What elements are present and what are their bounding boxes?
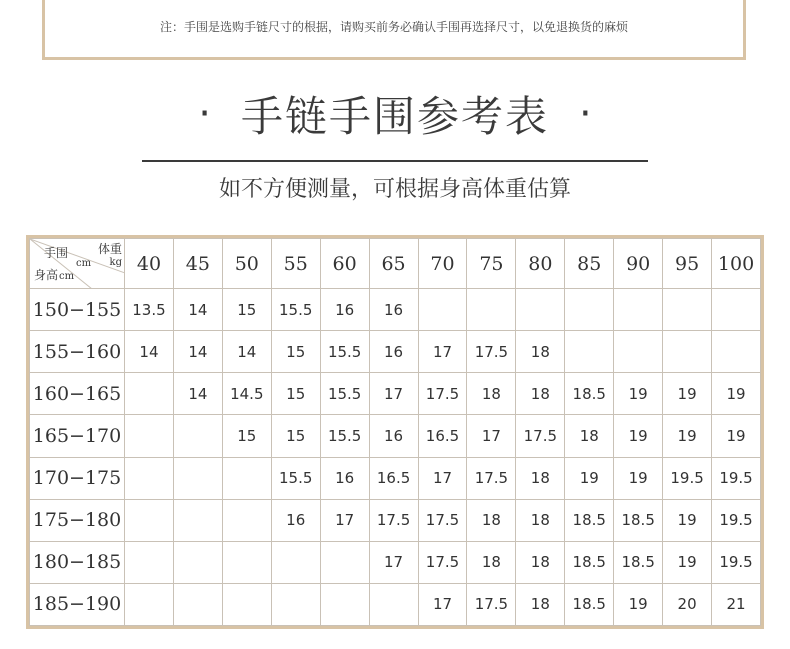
wrist-size-cell: 15.5	[271, 289, 320, 331]
title-dot-left: ·	[198, 91, 211, 137]
wrist-size-cell: 16	[369, 415, 418, 457]
wrist-size-cell	[125, 583, 174, 625]
wrist-size-cell: 16	[320, 289, 369, 331]
corner-wrist-label: 手围	[44, 246, 69, 260]
wrist-size-cell	[663, 289, 712, 331]
wrist-size-cell: 16	[320, 457, 369, 499]
wrist-size-cell	[222, 541, 271, 583]
wrist-size-cell	[565, 331, 614, 373]
weight-header-cell: 70	[418, 239, 467, 289]
wrist-size-cell	[222, 457, 271, 499]
wrist-size-cell	[320, 583, 369, 625]
wrist-size-cell	[125, 373, 174, 415]
table-row	[30, 457, 761, 499]
wrist-size-cell: 19.5	[712, 541, 761, 583]
wrist-size-cell	[173, 541, 222, 583]
wrist-size-cell	[271, 541, 320, 583]
wrist-size-cell: 15	[222, 289, 271, 331]
wrist-size-cell	[614, 289, 663, 331]
corner-wrist-unit: cm	[76, 258, 92, 269]
page-subtitle: 如不方便测量，可根据身高体重估算	[218, 177, 571, 202]
size-notice-text: 注：手围是选购手链尺寸的根据，请购买前务必确认手围再选择尺寸，以免退换货的麻烦	[159, 20, 628, 34]
wrist-size-cell: 19	[663, 541, 712, 583]
wrist-size-cell: 13.5	[125, 289, 174, 331]
wrist-size-cell: 17	[369, 373, 418, 415]
wrist-size-cell	[125, 499, 174, 541]
wrist-size-cell: 19.5	[712, 499, 761, 541]
wrist-size-cell	[712, 289, 761, 331]
weight-header-cell: 45	[173, 239, 222, 289]
wrist-size-cell	[125, 457, 174, 499]
wrist-size-cell: 15.5	[320, 331, 369, 373]
table-row	[30, 499, 761, 541]
weight-header-row	[30, 239, 761, 289]
wrist-size-cell: 18.5	[565, 499, 614, 541]
wrist-size-cell: 18	[516, 541, 565, 583]
wrist-size-cell: 19	[712, 373, 761, 415]
wrist-size-cell: 18	[516, 331, 565, 373]
wrist-size-cell: 19	[614, 583, 663, 625]
wrist-size-cell: 17.5	[467, 583, 516, 625]
wrist-size-cell	[173, 499, 222, 541]
wrist-size-cell: 17	[467, 415, 516, 457]
table-row	[30, 373, 761, 415]
wrist-size-cell: 21	[712, 583, 761, 625]
wrist-size-cell: 18.5	[565, 583, 614, 625]
wrist-size-cell: 19	[663, 373, 712, 415]
wrist-size-cell: 17.5	[418, 373, 467, 415]
table-body	[30, 289, 761, 626]
weight-header-cell: 90	[614, 239, 663, 289]
height-range-cell: 185−190	[30, 583, 125, 625]
table-corner-header	[30, 239, 125, 289]
weight-header-cell: 85	[565, 239, 614, 289]
wrist-size-cell: 18	[467, 499, 516, 541]
table-row	[30, 331, 761, 373]
height-range-cell: 150−155	[30, 289, 125, 331]
wrist-size-cell: 16	[369, 331, 418, 373]
wrist-size-cell: 14	[173, 289, 222, 331]
wrist-size-cell: 16.5	[418, 415, 467, 457]
height-range-cell: 165−170	[30, 415, 125, 457]
height-range-cell: 170−175	[30, 457, 125, 499]
table-row	[30, 583, 761, 625]
wrist-size-cell: 18	[467, 373, 516, 415]
wrist-size-cell: 17	[320, 499, 369, 541]
weight-header-cell: 65	[369, 239, 418, 289]
wrist-size-cell: 17.5	[467, 457, 516, 499]
wrist-size-cell: 19	[614, 373, 663, 415]
wrist-size-cell: 18.5	[565, 373, 614, 415]
table-row	[30, 415, 761, 457]
table-row	[30, 289, 761, 331]
wrist-size-cell: 16	[369, 289, 418, 331]
wrist-size-cell: 18	[516, 583, 565, 625]
corner-weight-unit: kg	[109, 257, 122, 268]
weight-header-cell: 100	[712, 239, 761, 289]
wrist-size-cell: 18	[516, 373, 565, 415]
wrist-size-cell	[125, 541, 174, 583]
wrist-size-cell: 15.5	[271, 457, 320, 499]
height-range-cell: 160−165	[30, 373, 125, 415]
corner-weight-label: 体重	[97, 242, 122, 256]
wrist-size-cell	[418, 289, 467, 331]
wrist-size-cell: 19	[712, 415, 761, 457]
wrist-size-cell: 15	[222, 415, 271, 457]
table-row	[30, 541, 761, 583]
wrist-size-cell: 18.5	[565, 541, 614, 583]
title-dot-right: ·	[579, 91, 592, 137]
wrist-size-cell	[467, 289, 516, 331]
wrist-size-cell: 14	[173, 331, 222, 373]
wrist-size-cell: 15	[271, 415, 320, 457]
height-range-cell: 155−160	[30, 331, 125, 373]
title-row	[0, 82, 790, 146]
wrist-size-cell: 15.5	[320, 373, 369, 415]
wrist-size-cell	[663, 331, 712, 373]
wrist-size-cell: 15	[271, 331, 320, 373]
weight-header-cell: 55	[271, 239, 320, 289]
wrist-size-cell	[173, 457, 222, 499]
wrist-size-cell	[222, 583, 271, 625]
size-table-frame	[26, 235, 764, 629]
wrist-size-cell: 17	[418, 331, 467, 373]
wrist-size-cell: 17.5	[369, 499, 418, 541]
wrist-size-cell: 20	[663, 583, 712, 625]
wrist-size-cell: 19	[565, 457, 614, 499]
wrist-size-cell	[712, 331, 761, 373]
wrist-size-cell: 15.5	[320, 415, 369, 457]
wrist-size-cell	[565, 289, 614, 331]
wrist-size-cell: 14	[125, 331, 174, 373]
wrist-size-cell	[173, 583, 222, 625]
wrist-size-cell: 17	[418, 583, 467, 625]
wrist-size-cell: 18.5	[614, 499, 663, 541]
page-title: 手链手围参考表	[240, 92, 549, 141]
wrist-size-cell	[614, 331, 663, 373]
wrist-size-cell	[125, 415, 174, 457]
weight-header-cell: 60	[320, 239, 369, 289]
wrist-size-cell: 19	[663, 415, 712, 457]
wrist-size-cell: 17.5	[516, 415, 565, 457]
wrist-size-cell	[516, 289, 565, 331]
wrist-size-cell: 19	[663, 499, 712, 541]
wrist-size-cell: 18	[516, 457, 565, 499]
wrist-size-cell: 19.5	[712, 457, 761, 499]
wrist-size-cell: 15	[271, 373, 320, 415]
wrist-size-cell: 14.5	[222, 373, 271, 415]
wrist-size-cell: 18.5	[614, 541, 663, 583]
wrist-size-cell: 19.5	[663, 457, 712, 499]
weight-header-cell: 80	[516, 239, 565, 289]
bracelet-size-table	[29, 238, 761, 626]
weight-header-cell: 75	[467, 239, 516, 289]
weight-header-cell: 95	[663, 239, 712, 289]
title-divider	[142, 160, 648, 162]
wrist-size-cell	[222, 499, 271, 541]
size-notice-box	[42, 0, 746, 60]
wrist-size-cell: 14	[173, 373, 222, 415]
wrist-size-cell: 16	[271, 499, 320, 541]
wrist-size-cell	[173, 415, 222, 457]
wrist-size-cell: 14	[222, 331, 271, 373]
wrist-size-cell: 17.5	[467, 331, 516, 373]
wrist-size-cell	[320, 541, 369, 583]
wrist-size-cell: 17.5	[418, 541, 467, 583]
wrist-size-cell	[271, 583, 320, 625]
weight-header-cell: 40	[125, 239, 174, 289]
wrist-size-cell: 17	[418, 457, 467, 499]
wrist-size-cell	[369, 583, 418, 625]
corner-height-label: 身高	[34, 268, 59, 282]
wrist-size-cell: 18	[516, 499, 565, 541]
wrist-size-cell: 19	[614, 415, 663, 457]
height-range-cell: 180−185	[30, 541, 125, 583]
wrist-size-cell: 17	[369, 541, 418, 583]
wrist-size-cell: 16.5	[369, 457, 418, 499]
corner-height-unit: cm	[59, 271, 75, 282]
height-range-cell: 175−180	[30, 499, 125, 541]
wrist-size-cell: 19	[614, 457, 663, 499]
wrist-size-cell: 18	[467, 541, 516, 583]
wrist-size-cell: 17.5	[418, 499, 467, 541]
wrist-size-cell: 18	[565, 415, 614, 457]
weight-header-cell: 50	[222, 239, 271, 289]
